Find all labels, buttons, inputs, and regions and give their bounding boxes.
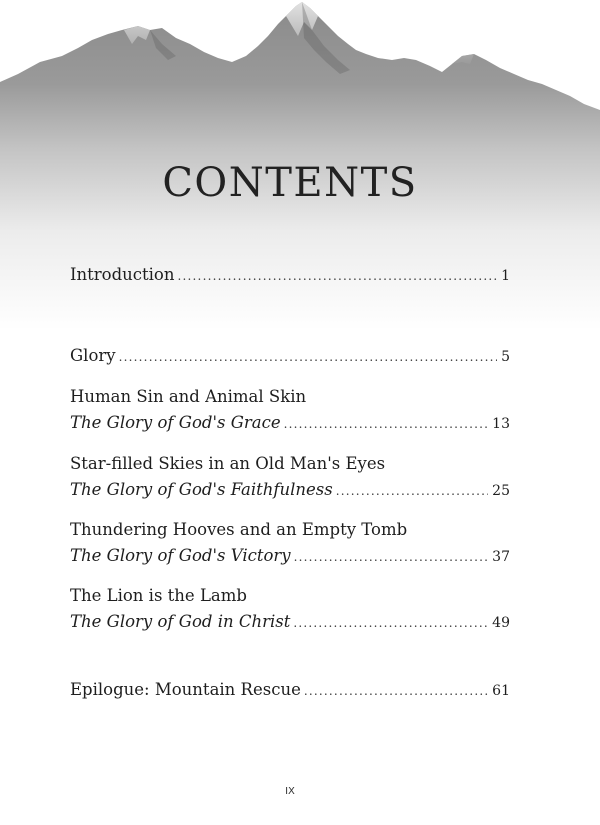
toc-entry-introduction[interactable] <box>70 263 510 287</box>
toc-entry-subtitle: The Glory of God's Grace <box>70 413 281 432</box>
toc-page-number: 13 <box>492 416 510 432</box>
dot-leader <box>119 345 497 369</box>
toc-chapter-heading[interactable]: Thundering Hooves and an Empty Tomb <box>70 520 408 539</box>
toc-chapter-heading[interactable]: Human Sin and Animal Skin <box>70 387 307 406</box>
toc-page-number: 1 <box>501 268 510 284</box>
dot-leader <box>293 611 488 635</box>
toc-page-number: 49 <box>492 615 510 631</box>
toc-entry-subtitle: The Glory of God's Faithfulness <box>70 480 333 499</box>
dot-leader <box>178 264 498 288</box>
toc-entry-label: Introduction <box>70 265 175 284</box>
page-folio: IX <box>285 786 295 797</box>
toc-entry-chapter-3[interactable] <box>70 544 510 568</box>
toc-chapter-heading[interactable]: The Lion is the Lamb <box>70 586 247 605</box>
dot-leader <box>294 545 489 569</box>
toc-page-number: 25 <box>492 483 510 499</box>
toc-entry-subtitle: The Glory of God's Victory <box>70 546 291 565</box>
toc-entry-subtitle: The Glory of God in Christ <box>70 612 291 631</box>
toc-page-number: 61 <box>492 683 510 699</box>
toc-entry-glory[interactable] <box>70 344 510 368</box>
toc-page-number: 5 <box>501 349 510 365</box>
toc-entry-chapter-1[interactable] <box>70 411 510 435</box>
page-title: CONTENTS <box>162 160 418 206</box>
toc-entry-label: Glory <box>70 346 116 365</box>
dot-leader <box>284 412 489 436</box>
toc-entry-label: Epilogue: Mountain Rescue <box>70 680 301 699</box>
toc-page-number: 37 <box>492 549 510 565</box>
dot-leader <box>336 479 488 503</box>
toc-entry-chapter-2[interactable] <box>70 478 510 502</box>
toc-entry-chapter-4[interactable] <box>70 610 510 634</box>
dot-leader <box>304 679 488 703</box>
toc-entry-epilogue[interactable] <box>70 678 510 702</box>
toc-chapter-heading[interactable]: Star-filled Skies in an Old Man's Eyes <box>70 454 386 473</box>
